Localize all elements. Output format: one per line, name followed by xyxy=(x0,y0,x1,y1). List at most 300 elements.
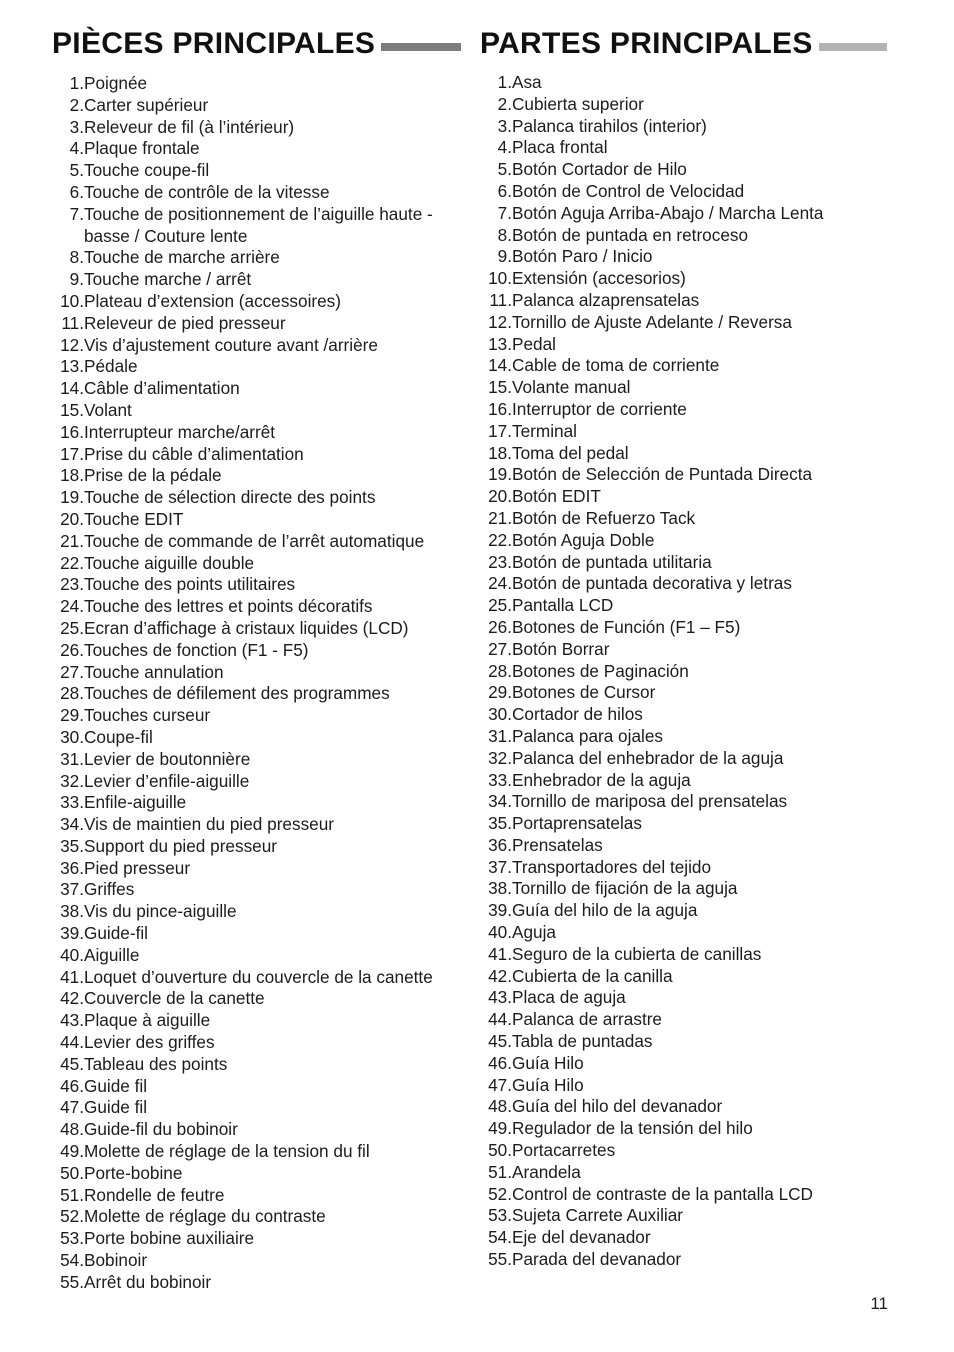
list-item xyxy=(52,356,472,378)
list-item xyxy=(480,704,900,726)
item-number: 34. xyxy=(488,791,512,812)
list-item xyxy=(52,313,472,335)
list-item xyxy=(480,573,900,595)
list-item xyxy=(52,553,472,575)
list-item xyxy=(480,94,900,116)
list-item xyxy=(52,858,472,880)
item-number: 24. xyxy=(60,596,84,617)
item-label: Volante manual xyxy=(512,377,631,398)
list-item xyxy=(52,1032,472,1054)
list-item xyxy=(52,138,472,160)
list-item xyxy=(480,922,900,944)
item-number: 31. xyxy=(60,748,84,769)
item-number: 47. xyxy=(488,1074,512,1095)
list-item xyxy=(52,465,472,487)
list-item xyxy=(52,945,472,967)
list-item xyxy=(480,290,900,312)
list-item xyxy=(52,117,472,139)
list-item xyxy=(480,1184,900,1206)
item-label: Guide-fil du bobinoir xyxy=(84,1119,238,1140)
item-label: Touche de sélection directe des points xyxy=(84,487,376,508)
item-label: Support du pied presseur xyxy=(84,835,278,856)
list-item xyxy=(52,683,472,705)
list-item xyxy=(480,399,900,421)
item-number: 18. xyxy=(488,442,512,463)
item-label: Releveur de pied presseur xyxy=(84,312,286,333)
item-number: 41. xyxy=(60,966,84,987)
item-number: 40. xyxy=(60,944,84,965)
item-label: Botón EDIT xyxy=(512,486,601,507)
item-label: Botón de Refuerzo Tack xyxy=(512,507,696,528)
list-item xyxy=(52,574,472,596)
item-number: 15. xyxy=(488,377,512,398)
list-item xyxy=(52,422,472,444)
item-number: 14. xyxy=(488,355,512,376)
item-label: Botón Cortador de Hilo xyxy=(512,159,687,180)
item-label: Guide-fil xyxy=(84,923,148,944)
list-item xyxy=(480,770,900,792)
item-number: 19. xyxy=(488,464,512,485)
item-label: Tornillo de Ajuste Adelante / Reversa xyxy=(512,311,792,332)
item-number: 54. xyxy=(488,1227,512,1248)
item-label: Botón Borrar xyxy=(512,638,610,659)
item-number: 47. xyxy=(60,1097,84,1118)
item-number: 4. xyxy=(69,138,84,159)
item-label: Botón de puntada decorativa y letras xyxy=(512,573,792,594)
item-number: 35. xyxy=(60,835,84,856)
item-label: Coupe-fil xyxy=(84,726,153,747)
item-label: Volant xyxy=(84,399,132,420)
item-number: 12. xyxy=(60,334,84,355)
item-label: Prensatelas xyxy=(512,834,603,855)
item-number: 8. xyxy=(497,224,512,245)
item-number: 14. xyxy=(60,378,84,399)
list-item xyxy=(52,1250,472,1272)
item-label: Portacarretes xyxy=(512,1140,616,1161)
item-label: Câble d’alimentation xyxy=(84,378,240,399)
item-label: Palanca del enhebrador de la aguja xyxy=(512,747,784,768)
list-item xyxy=(480,878,900,900)
item-number: 50. xyxy=(488,1140,512,1161)
item-label: Arrêt du bobinoir xyxy=(84,1271,212,1292)
list-item xyxy=(480,813,900,835)
spanish-parts-section xyxy=(480,24,900,1271)
item-label: Pied presseur xyxy=(84,857,191,878)
list-item xyxy=(480,1205,900,1227)
item-number: 41. xyxy=(488,943,512,964)
list-item xyxy=(480,748,900,770)
item-label: Guía Hilo xyxy=(512,1052,584,1073)
list-item xyxy=(480,1118,900,1140)
list-item xyxy=(480,1096,900,1118)
item-number: 19. xyxy=(60,487,84,508)
item-label: Regulador de la tensión del hilo xyxy=(512,1118,753,1139)
item-label: Cubierta de la canilla xyxy=(512,965,673,986)
item-label: Botones de Función (F1 – F5) xyxy=(512,616,741,637)
item-number: 35. xyxy=(488,813,512,834)
item-label: Placa de aguja xyxy=(512,987,626,1008)
item-number: 45. xyxy=(60,1053,84,1074)
french-title-bar xyxy=(381,43,461,51)
item-label: Touche des lettres et points décoratifs xyxy=(84,596,373,617)
list-item xyxy=(52,727,472,749)
item-label: Levier d’enfile-aiguille xyxy=(84,770,250,791)
item-number: 52. xyxy=(488,1183,512,1204)
item-number: 39. xyxy=(488,900,512,921)
list-item xyxy=(480,1009,900,1031)
item-label: Touches de défilement des programmes xyxy=(84,683,390,704)
item-number: 44. xyxy=(488,1009,512,1030)
item-label: Carter supérieur xyxy=(84,94,209,115)
item-number: 13. xyxy=(60,356,84,377)
item-number: 39. xyxy=(60,923,84,944)
item-number: 7. xyxy=(69,203,84,224)
list-item xyxy=(480,116,900,138)
list-item xyxy=(480,1249,900,1271)
french-parts-list xyxy=(52,73,472,1294)
item-label: Enhebrador de la aguja xyxy=(512,769,691,790)
item-label: Guide fil xyxy=(84,1075,148,1096)
item-number: 17. xyxy=(60,443,84,464)
item-number: 43. xyxy=(60,1010,84,1031)
item-label: Palanca para ojales xyxy=(512,725,663,746)
item-label: Touche EDIT xyxy=(84,508,184,529)
item-label: Enfile-aiguille xyxy=(84,792,187,813)
item-number: 17. xyxy=(488,420,512,441)
item-number: 36. xyxy=(60,857,84,878)
item-number: 48. xyxy=(488,1096,512,1117)
list-item xyxy=(52,335,472,357)
list-item xyxy=(480,552,900,574)
item-label: Arandela xyxy=(512,1161,581,1182)
list-item xyxy=(480,1031,900,1053)
item-label: Botón Aguja Arriba-Abajo / Marcha Lenta xyxy=(512,202,824,223)
list-item xyxy=(52,1097,472,1119)
item-label: Botón de puntada utilitaria xyxy=(512,551,712,572)
list-item xyxy=(52,1054,472,1076)
item-label: Asa xyxy=(512,72,542,92)
list-item xyxy=(480,464,900,486)
item-label: Terminal xyxy=(512,420,577,441)
item-label: Touche coupe-fil xyxy=(84,160,210,181)
item-label: Seguro de la cubierta de canillas xyxy=(512,943,762,964)
item-number: 9. xyxy=(497,246,512,267)
item-label: Vis d’ajustement couture avant /arrière xyxy=(84,334,378,355)
item-number: 54. xyxy=(60,1250,84,1271)
item-number: 44. xyxy=(60,1032,84,1053)
item-label: Tornillo de mariposa del prensatelas xyxy=(512,791,788,812)
list-item xyxy=(52,901,472,923)
item-number: 42. xyxy=(60,988,84,1009)
item-label: Botón de Selección de Puntada Directa xyxy=(512,464,813,485)
item-label: Pédale xyxy=(84,356,138,377)
item-number: 51. xyxy=(60,1184,84,1205)
item-number: 12. xyxy=(488,311,512,332)
list-item xyxy=(52,836,472,858)
item-number: 22. xyxy=(60,552,84,573)
item-number: 30. xyxy=(488,704,512,725)
item-number: 11. xyxy=(61,312,84,333)
item-label: Levier de boutonnière xyxy=(84,748,251,769)
item-label: Couvercle de la canette xyxy=(84,988,265,1009)
item-label: Botones de Cursor xyxy=(512,682,656,703)
item-number: 1. xyxy=(69,73,84,93)
list-item xyxy=(480,900,900,922)
item-number: 10. xyxy=(60,290,84,311)
item-number: 9. xyxy=(69,269,84,290)
list-item xyxy=(52,988,472,1010)
item-label: Prise du câble d’alimentation xyxy=(84,443,304,464)
list-item xyxy=(480,791,900,813)
list-item xyxy=(480,159,900,181)
list-item xyxy=(52,247,472,269)
item-number: 38. xyxy=(60,901,84,922)
list-item xyxy=(52,95,472,117)
list-item xyxy=(52,1163,472,1185)
item-label: Extensión (accesorios) xyxy=(512,268,686,289)
list-item xyxy=(52,662,472,684)
item-number: 2. xyxy=(497,93,512,114)
item-label: Releveur de fil (à l’intérieur) xyxy=(84,116,295,137)
list-item xyxy=(480,486,900,508)
list-item xyxy=(480,595,900,617)
list-item xyxy=(52,640,472,662)
item-label: Palanca de arrastre xyxy=(512,1009,662,1030)
item-label: Plaque frontale xyxy=(84,138,200,159)
item-number: 13. xyxy=(488,333,512,354)
item-label: Vis de maintien du pied presseur xyxy=(84,814,335,835)
item-label: Touches de fonction (F1 - F5) xyxy=(84,639,309,660)
item-number: 40. xyxy=(488,922,512,943)
list-item xyxy=(52,1272,472,1294)
item-label: Poignée xyxy=(84,73,148,93)
spanish-title: PARTES PRINCIPALES xyxy=(480,27,813,60)
item-number: 51. xyxy=(488,1161,512,1182)
list-item xyxy=(480,203,900,225)
item-number: 31. xyxy=(488,725,512,746)
item-label: Control de contraste de la pantalla LCD xyxy=(512,1183,813,1204)
item-label: Palanca alzaprensatelas xyxy=(512,289,700,310)
list-item xyxy=(480,246,900,268)
item-label: Molette de réglage du contraste xyxy=(84,1206,326,1227)
item-label: Tableau des points xyxy=(84,1053,228,1074)
item-number: 43. xyxy=(488,987,512,1008)
list-item xyxy=(480,334,900,356)
item-label: Cable de toma de corriente xyxy=(512,355,720,376)
list-item xyxy=(52,400,472,422)
item-number: 2. xyxy=(69,94,84,115)
list-item xyxy=(480,508,900,530)
item-number: 50. xyxy=(60,1162,84,1183)
list-item xyxy=(52,1141,472,1163)
item-number: 33. xyxy=(60,792,84,813)
spanish-heading xyxy=(480,24,900,64)
list-item xyxy=(52,444,472,466)
item-number: 15. xyxy=(60,399,84,420)
item-number: 8. xyxy=(69,247,84,268)
list-item xyxy=(52,923,472,945)
list-item xyxy=(480,421,900,443)
list-item xyxy=(52,705,472,727)
list-item xyxy=(480,1140,900,1162)
item-number: 23. xyxy=(60,574,84,595)
item-number: 5. xyxy=(69,160,84,181)
list-item xyxy=(52,1076,472,1098)
item-number: 3. xyxy=(69,116,84,137)
item-label: Porte-bobine xyxy=(84,1162,183,1183)
list-item xyxy=(480,987,900,1009)
item-number: 11. xyxy=(489,289,512,310)
page-number: 11 xyxy=(870,1294,888,1313)
item-label: Botón de puntada en retroceso xyxy=(512,224,749,245)
list-item xyxy=(52,596,472,618)
list-item xyxy=(52,182,472,204)
item-number: 18. xyxy=(60,465,84,486)
list-item xyxy=(52,771,472,793)
spanish-title-bar xyxy=(819,43,887,51)
item-number: 29. xyxy=(60,705,84,726)
item-number: 30. xyxy=(60,726,84,747)
item-label: Touche de marche arrière xyxy=(84,247,280,268)
list-item xyxy=(52,967,472,989)
item-label: Touche annulation xyxy=(84,661,224,682)
list-item xyxy=(480,1162,900,1184)
list-item xyxy=(480,944,900,966)
list-item xyxy=(480,72,900,94)
spanish-parts-list xyxy=(480,72,900,1271)
item-number: 23. xyxy=(488,551,512,572)
item-number: 53. xyxy=(60,1228,84,1249)
list-item xyxy=(52,1228,472,1250)
list-item xyxy=(52,509,472,531)
item-label: Loquet d’ouverture du couvercle de la canette xyxy=(84,966,433,987)
item-label: Tabla de puntadas xyxy=(512,1031,653,1052)
item-label: Cortador de hilos xyxy=(512,704,643,725)
item-label: Bobinoir xyxy=(84,1250,148,1271)
list-item xyxy=(480,377,900,399)
list-item xyxy=(52,160,472,182)
item-label: Toma del pedal xyxy=(512,442,629,463)
item-label: Tornillo de fijación de la aguja xyxy=(512,878,738,899)
item-number: 55. xyxy=(488,1249,512,1270)
item-number: 28. xyxy=(60,683,84,704)
item-number: 49. xyxy=(60,1141,84,1162)
list-item xyxy=(52,378,472,400)
item-number: 7. xyxy=(497,202,512,223)
item-number: 21. xyxy=(488,507,512,528)
item-number: 5. xyxy=(497,159,512,180)
item-label: Pantalla LCD xyxy=(512,595,614,616)
item-number: 21. xyxy=(60,530,84,551)
item-number: 52. xyxy=(60,1206,84,1227)
item-label: Cubierta superior xyxy=(512,93,644,114)
list-item xyxy=(52,1206,472,1228)
item-number: 48. xyxy=(60,1119,84,1140)
list-item xyxy=(52,792,472,814)
french-heading xyxy=(52,24,472,64)
item-number: 26. xyxy=(488,616,512,637)
item-label: Guía del hilo de la aguja xyxy=(512,900,698,921)
item-label: Pedal xyxy=(512,333,556,354)
item-number: 20. xyxy=(488,486,512,507)
list-item xyxy=(52,531,472,553)
item-label: Eje del devanador xyxy=(512,1227,651,1248)
item-label: Aguja xyxy=(512,922,556,943)
item-label: Touche des points utilitaires xyxy=(84,574,296,595)
list-item xyxy=(52,749,472,771)
item-label: Placa frontal xyxy=(512,137,608,158)
item-number: 33. xyxy=(488,769,512,790)
item-label: Botón de Control de Velocidad xyxy=(512,180,745,201)
item-number: 37. xyxy=(488,856,512,877)
list-item xyxy=(480,1075,900,1097)
item-label: Touche aiguille double xyxy=(84,552,255,573)
item-label: Botón Aguja Doble xyxy=(512,529,655,550)
item-label: Touche de contrôle de la vitesse xyxy=(84,181,330,202)
item-label: Plateau d’extension (accessoires) xyxy=(84,290,341,311)
item-label: Portaprensatelas xyxy=(512,813,642,834)
item-label: Griffes xyxy=(84,879,135,900)
list-item xyxy=(480,617,900,639)
list-item xyxy=(480,639,900,661)
item-number: 32. xyxy=(488,747,512,768)
item-label: Touches curseur xyxy=(84,705,211,726)
item-number: 3. xyxy=(497,115,512,136)
list-item xyxy=(480,137,900,159)
item-label: Sujeta Carrete Auxiliar xyxy=(512,1205,684,1226)
item-number: 24. xyxy=(488,573,512,594)
list-item xyxy=(52,1010,472,1032)
french-title: PIÈCES PRINCIPALES xyxy=(52,27,376,60)
list-item xyxy=(480,1053,900,1075)
item-label: Porte bobine auxiliaire xyxy=(84,1228,255,1249)
item-label: Parada del devanador xyxy=(512,1249,682,1270)
item-label: Levier des griffes xyxy=(84,1032,215,1053)
item-label: Guide fil xyxy=(84,1097,148,1118)
item-number: 22. xyxy=(488,529,512,550)
item-number: 45. xyxy=(488,1031,512,1052)
item-number: 29. xyxy=(488,682,512,703)
list-item xyxy=(52,487,472,509)
list-item xyxy=(480,661,900,683)
item-number: 1. xyxy=(497,72,512,92)
list-item xyxy=(480,857,900,879)
item-number: 37. xyxy=(60,879,84,900)
item-number: 10. xyxy=(488,268,512,289)
item-number: 38. xyxy=(488,878,512,899)
item-label: Touche de positionnement de l’aiguille haute - basse / Couture lente xyxy=(84,203,433,246)
item-number: 27. xyxy=(488,638,512,659)
list-item xyxy=(52,269,472,291)
list-item xyxy=(480,1227,900,1249)
item-label: Aiguille xyxy=(84,944,140,965)
list-item xyxy=(480,966,900,988)
item-number: 55. xyxy=(60,1271,84,1292)
list-item xyxy=(480,443,900,465)
list-item xyxy=(52,73,472,95)
item-number: 28. xyxy=(488,660,512,681)
item-label: Botón Paro / Inicio xyxy=(512,246,653,267)
item-label: Interrupteur marche/arrêt xyxy=(84,421,276,442)
list-item xyxy=(480,268,900,290)
item-label: Prise de la pédale xyxy=(84,465,222,486)
item-number: 27. xyxy=(60,661,84,682)
item-number: 16. xyxy=(488,398,512,419)
item-number: 26. xyxy=(60,639,84,660)
item-number: 46. xyxy=(60,1075,84,1096)
item-number: 6. xyxy=(497,180,512,201)
list-item xyxy=(480,312,900,334)
